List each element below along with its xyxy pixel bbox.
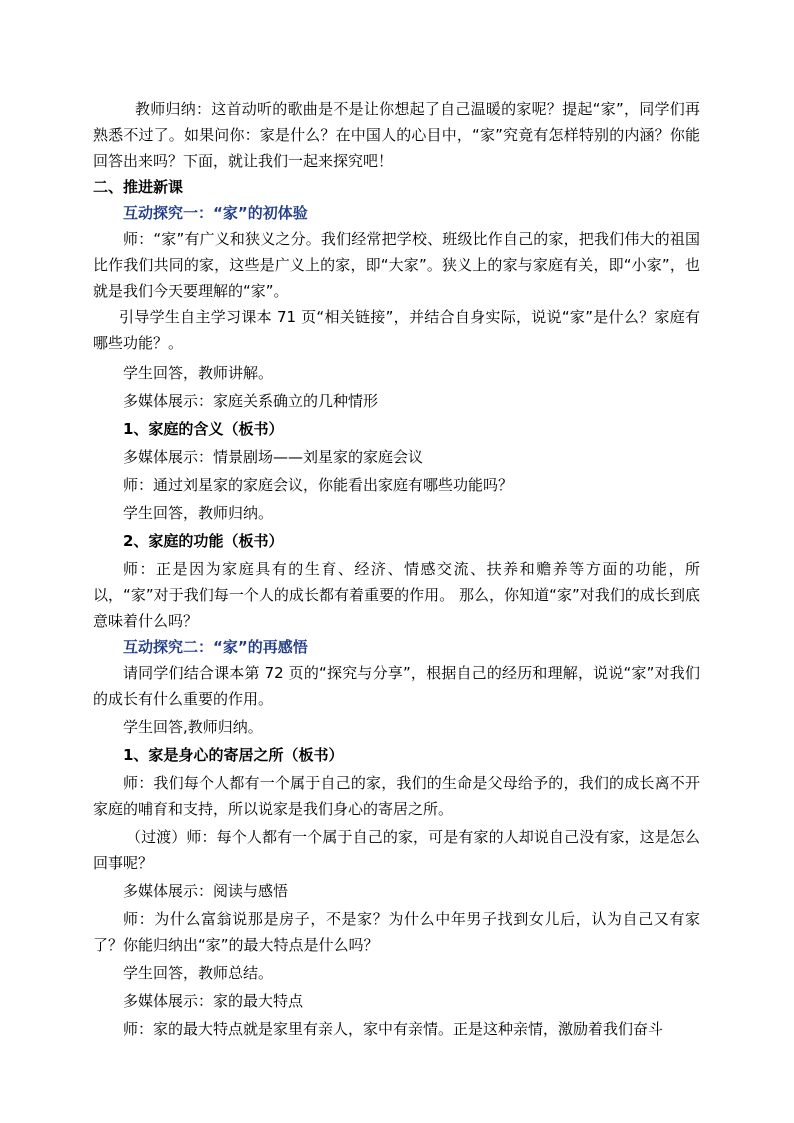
paragraph-self-study: 引导学生自主学习课本 71 页“相关链接”，并结合自身实际，说说“家”是什么？家庭有哪些功能？。 [93, 308, 700, 352]
document-body [93, 96, 700, 1042]
heading-home-shelter: 1、家是身心的寄居之所（板书） [123, 746, 344, 764]
heading-family-meaning: 1、家庭的含义（板书） [123, 420, 284, 438]
paragraph-student-answer-4: 学生回答，教师总结。 [123, 964, 274, 982]
paragraph-teacher-question-2: 师：为什么富翁说那是房子，不是家？为什么中年男子找到女儿后，认为自己又有家了？你能归纳出“家”的最大特点是什么吗？ [93, 910, 700, 954]
heading-family-function: 2、家庭的功能（板书） [123, 532, 284, 550]
section-heading-new-lesson: 二、推进新课 [93, 178, 184, 196]
paragraph-home-feature: 师：家的最大特点就是家里有亲人，家中有亲情。正是这种亲情，激励着我们奋斗 [123, 1020, 664, 1038]
paragraph-multimedia-3: 多媒体展示：阅读与感悟 [123, 882, 289, 900]
paragraph-home-definition: 师：“家”有广义和狭义之分。我们经常把学校、班级比作自己的家，把我们伟大的祖国比作我们共同的家，这些是广义上的家，即“大家”。狭义上的家与家庭有关，即“小家”，也就是我们今天要理解的“家”。 [93, 230, 700, 300]
paragraph-family-functions: 师：正是因为家庭具有的生育、经济、情感交流、扶养和赡养等方面的功能，所以，“家”对于我们每一个人的成长都有着重要的作用。 那么，你知道“家”对我们的成长到底意味着什么吗？ [93, 560, 700, 630]
paragraph-teacher-summary: 教师归纳：这首动听的歌曲是不是让你想起了自己温暖的家呢？提起“家”，同学们再熟悉不过了。如果问你：家是什么？在中国人的心目中，“家”究竟有怎样特别的内涵？你能回答出来吗？下面，就让我们一起来探究吧！ [93, 100, 700, 170]
paragraph-student-answer-2: 学生回答，教师归纳。 [123, 504, 274, 522]
paragraph-explore-share: 请同学们结合课本第 72 页的“探究与分享”，根据自己的经历和理解，说说“家”对我们的成长有什么重要的作用。 [93, 664, 700, 708]
paragraph-multimedia-4: 多媒体展示：家的最大特点 [123, 992, 304, 1010]
paragraph-student-answer-3: 学生回答,教师归纳。 [123, 718, 263, 736]
heading-interactive-explore-1: 互动探究一：“家”的初体验 [123, 204, 308, 222]
paragraph-transition: （过渡）师：每个人都有一个属于自己的家，可是有家的人却说自己没有家，这是怎么回事呢？ [93, 828, 700, 872]
paragraph-teacher-question-1: 师：通过刘星家的家庭会议，你能看出家庭有哪些功能吗？ [123, 476, 514, 494]
heading-interactive-explore-2: 互动探究二：“家”的再感悟 [123, 638, 308, 656]
paragraph-multimedia-2: 多媒体展示：情景剧场——刘星家的家庭会议 [123, 448, 424, 466]
paragraph-student-answer-1: 学生回答，教师讲解。 [123, 364, 274, 382]
paragraph-home-shelter: 师：我们每个人都有一个属于自己的家，我们的生命是父母给予的，我们的成长离不开家庭的哺育和支持，所以说家是我们身心的寄居之所。 [93, 774, 700, 818]
paragraph-multimedia-1: 多媒体展示：家庭关系确立的几种情形 [123, 392, 379, 410]
